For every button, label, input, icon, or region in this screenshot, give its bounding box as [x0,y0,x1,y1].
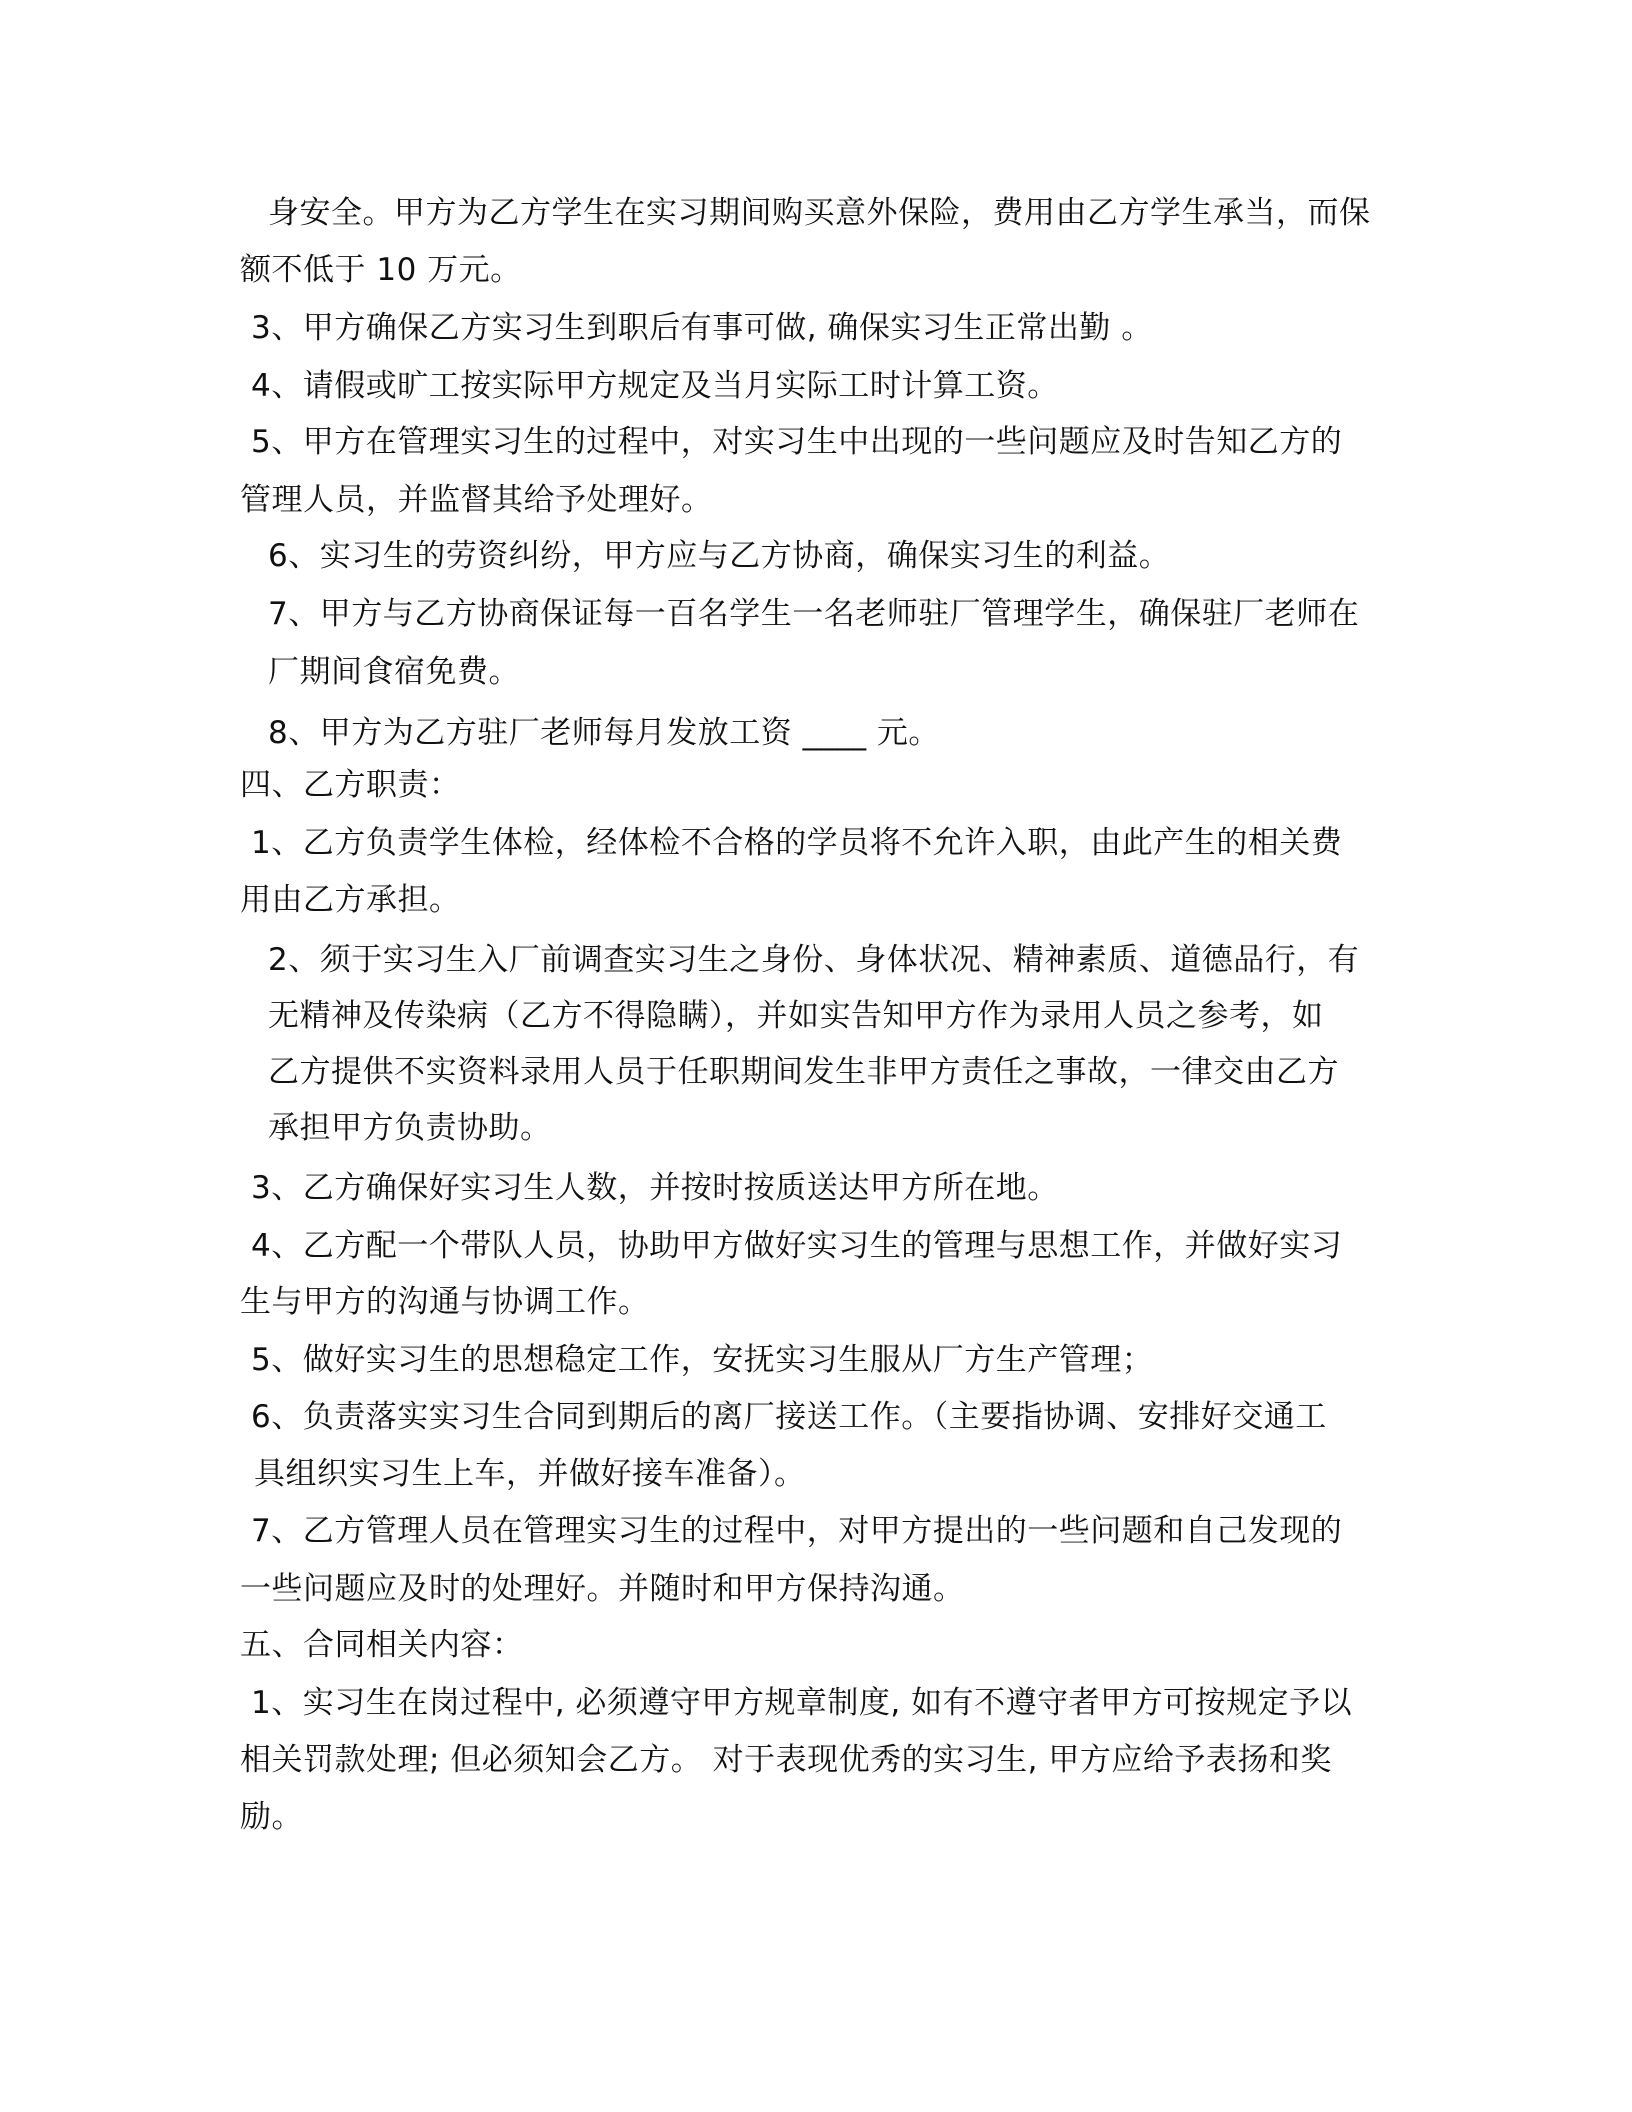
text-line: 相关罚款处理; 但必须知会乙方。 对于表现优秀的实习生, 甲方应给予表扬和奖 [240,1742,1332,1778]
text-line: 6、负责落实实习生合同到期后的离厂接送工作。（主要指协调、安排好交通工 [251,1399,1327,1435]
text-line: 6、实习生的劳资纠纷，甲方应与乙方协商，确保实习生的利益。 [268,538,1171,574]
text-line: 3、乙方确保好实习生人数，并按时按质送达甲方所在地。 [251,1170,1059,1206]
text-line: 用由乙方承担。 [240,882,461,918]
text-line: 5、做好实习生的思想稳定工作，安抚实习生服从厂方生产管理； [251,1342,1154,1378]
text-line: 8、甲方为乙方驻厂老师每月发放工资 ____ 元。 [268,715,940,751]
text-line: 承担甲方负责协助。 [268,1110,552,1146]
text-line: 身安全。甲方为乙方学生在实习期间购买意外保险，费用由乙方学生承当，而保 [268,195,1371,231]
text-line: 管理人员，并监督其给予处理好。 [240,482,713,518]
text-line: 4、乙方配一个带队人员，协助甲方做好实习生的管理与思想工作，并做好实习 [251,1228,1343,1264]
text-line: 无精神及传染病（乙方不得隐瞒），并如实告知甲方作为录用人员之参考，如 [268,998,1324,1034]
text-line: 生与甲方的沟通与协调工作。 [240,1284,650,1320]
text-line: 具组织实习生上车，并做好接车准备）。 [254,1456,806,1492]
section-heading: 四、乙方职责： [240,767,461,803]
text-line: 励。 [240,1799,303,1835]
text-line: 额不低于 10 万元。 [240,252,522,288]
text-line: 1、乙方负责学生体检，经体检不合格的学员将不允许入职，由此产生的相关费 [251,825,1343,861]
text-line: 乙方提供不实资料录用人员于任职期间发生非甲方责任之事故，一律交由乙方 [268,1054,1339,1090]
section-heading: 五、合同相关内容： [240,1627,524,1663]
text-line: 4、请假或旷工按实际甲方规定及当月实际工时计算工资。 [251,368,1059,404]
text-line: 2、须于实习生入厂前调查实习生之身份、身体状况、精神素质、道德品行，有 [268,942,1360,978]
text-line: 7、乙方管理人员在管理实习生的过程中，对甲方提出的一些问题和自己发现的 [251,1513,1343,1549]
text-line: 厂期间食宿免费。 [268,654,520,690]
text-line: 一些问题应及时的处理好。并随时和甲方保持沟通。 [240,1571,965,1607]
text-line: 7、甲方与乙方协商保证每一百名学生一名老师驻厂管理学生，确保驻厂老师在 [268,596,1360,632]
text-line: 1、实习生在岗过程中, 必须遵守甲方规章制度, 如有不遵守者甲方可按规定予以 [251,1685,1353,1721]
text-line: 3、甲方确保乙方实习生到职后有事可做, 确保实习生正常出勤 。 [251,310,1153,346]
text-line: 5、甲方在管理实习生的过程中，对实习生中出现的一些问题应及时告知乙方的 [251,424,1343,460]
